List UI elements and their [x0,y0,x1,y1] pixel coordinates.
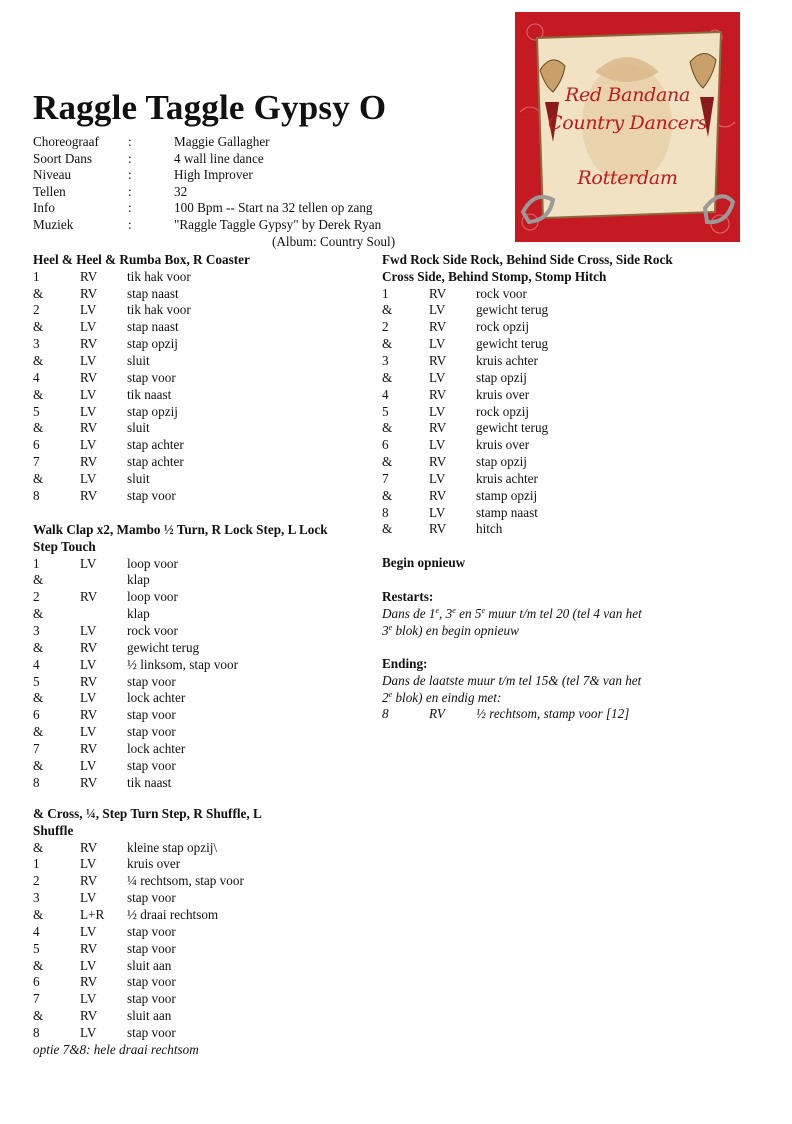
step-row [33,890,303,907]
info-separator: : [128,167,132,183]
step-count: & [33,690,44,706]
step-count: & [33,724,44,740]
step-foot: LV [80,991,97,1007]
step-description: tik naast [127,774,172,790]
step-description: sluit aan [127,1008,172,1024]
step-row [33,336,363,353]
step-row [382,387,682,404]
step-count: 8 [382,706,389,722]
info-label: Info [33,200,55,216]
step-row [33,856,303,873]
step-description: loop voor [127,555,178,571]
step-foot: LV [429,302,446,318]
club-logo [515,12,740,242]
step-count: & [33,353,44,369]
info-separator: : [128,134,132,149]
step-description: stap voor [127,757,176,773]
step-row [33,775,343,792]
step-foot: LV [429,437,446,453]
step-count: 8 [33,1024,40,1040]
step-row [33,840,303,857]
step-row [33,572,343,589]
step-row [382,471,682,488]
step-foot: L+R [80,906,105,922]
step-count: & [382,487,393,503]
step-foot: LV [429,403,446,419]
step-foot: RV [80,336,98,352]
restarts-line-2 [382,623,712,640]
text-part: Dans de 1 [382,605,436,621]
step-foot: RV [80,839,98,855]
step-row [382,302,682,319]
step-row [33,1008,303,1025]
step-row [33,370,363,387]
step-row [33,1025,303,1042]
step-row [33,454,363,471]
step-count: 8 [382,504,389,520]
step-foot: RV [80,974,98,990]
step-foot: LV [80,470,97,486]
step-foot: LV [80,724,97,740]
step-count: 4 [33,369,40,385]
step-description: stap voor [127,923,176,939]
step-description: klap [127,572,150,588]
info-value: 32 [174,183,188,199]
step-description: loop voor [127,589,178,605]
step-row [382,420,682,437]
section-heading: Heel & Heel & Rumba Box, R Coaster [33,252,250,267]
step-row [382,370,682,387]
step-foot: LV [80,622,97,638]
step-row [382,319,682,336]
step-description: sluit [127,353,150,369]
step-description: stap naast [127,319,179,335]
step-foot: RV [429,319,447,335]
step-foot: RV [80,454,98,470]
step-description: ½ rechtsom, stamp voor [12] [476,706,630,722]
step-count: 4 [33,656,40,672]
step-foot: RV [429,521,447,537]
step-count: & [33,957,44,973]
text-part: 3 [382,622,389,638]
info-label: Tellen [33,183,66,199]
step-row [33,758,343,775]
step-foot: RV [80,940,98,956]
step-foot: RV [80,873,98,889]
step-count: 6 [382,437,389,453]
step-foot: RV [80,487,98,503]
step-row [33,387,363,404]
step-row [382,336,682,353]
ordinal-suffix: e [388,689,393,699]
info-label: Muziek [33,216,74,232]
step-row [33,353,363,370]
step-description: stap opzij [127,336,178,352]
step-foot: RV [80,740,98,756]
ending-block [382,656,712,723]
step-count: 4 [382,386,389,402]
step-description: sluit aan [127,957,172,973]
section-4 [382,252,682,538]
step-count: 3 [33,336,40,352]
logo-line-2: Country Dancers [548,112,707,134]
step-foot: RV [80,774,98,790]
step-row [33,974,303,991]
step-foot: RV [429,487,447,503]
step-count: 8 [33,487,40,503]
step-row [33,420,363,437]
step-row [33,623,343,640]
info-value: Maggie Gallagher [174,134,270,149]
step-description: kruis over [127,856,181,872]
step-row [33,941,303,958]
info-separator: : [128,183,132,199]
step-count: & [33,420,44,436]
step-description: stamp opzij [476,487,538,503]
step-foot: RV [429,285,447,301]
step-description: sluit [127,420,150,436]
step-description: sluit [127,470,150,486]
step-description: lock achter [127,740,186,756]
step-row [33,302,363,319]
step-description: gewicht terug [127,639,200,655]
step-count: 6 [33,707,40,723]
info-row [33,184,433,201]
step-count: & [33,757,44,773]
info-value: High Improver [174,167,253,183]
info-separator: : [128,200,132,216]
step-description: rock voor [476,285,527,301]
step-count: 6 [33,974,40,990]
step-foot: LV [429,336,446,352]
step-foot: LV [80,437,97,453]
step-count: 7 [33,740,40,756]
step-row [382,521,682,538]
step-row [33,741,343,758]
album-note: (Album: Country Soul) [272,234,396,249]
step-row [33,707,343,724]
ordinal-suffix: e [388,622,393,632]
step-row [33,674,343,691]
step-foot: LV [80,386,97,402]
step-description: stap voor [127,1024,176,1040]
step-list [382,286,682,539]
step-foot: LV [80,1024,97,1040]
step-description: rock opzij [476,319,530,335]
step-count: 4 [33,923,40,939]
step-description: kruis achter [476,352,538,368]
step-foot: RV [80,285,98,301]
step-row [33,437,363,454]
step-list [33,840,303,1042]
info-value: 100 Bpm -- Start na 32 tellen op zang [174,200,373,216]
info-separator: : [128,216,132,232]
step-description: rock opzij [476,403,530,419]
step-description: kruis over [476,437,530,453]
step-count: & [382,454,393,470]
info-label: Choreograaf [33,134,99,149]
step-description: stamp naast [476,504,538,520]
step-description: stap voor [127,724,176,740]
step-description: hitch [476,521,503,537]
step-row [33,958,303,975]
info-row [33,134,433,151]
step-count: & [33,1008,44,1024]
step-description: ½ linksom, stap voor [127,656,238,672]
info-table [33,134,433,234]
step-foot: RV [429,454,447,470]
section-2 [33,522,343,791]
step-count: 6 [33,437,40,453]
step-description: stap voor [127,707,176,723]
step-description: stap voor [127,369,176,385]
ending-step [382,706,712,723]
info-label: Niveau [33,167,72,183]
step-foot: LV [429,470,446,486]
step-foot: RV [80,707,98,723]
step-row [33,269,363,286]
step-count: & [382,302,393,318]
step-foot: RV [429,386,447,402]
step-count: 1 [33,856,40,872]
step-count: 3 [33,890,40,906]
step-count: & [33,572,44,588]
step-list [33,556,343,792]
page-title: Raggle Taggle Gypsy O [33,88,387,127]
step-count: 7 [33,454,40,470]
step-description: kleine stap opzij\ [127,839,218,855]
step-count: 2 [382,319,389,335]
step-count: & [33,906,44,922]
ending-heading: Ending: [382,656,428,671]
step-count: & [382,369,393,385]
step-foot: RV [429,420,447,436]
step-foot: LV [80,890,97,906]
info-row [33,167,433,184]
step-foot: RV [80,673,98,689]
step-count: & [33,839,44,855]
step-foot: RV [429,706,445,722]
step-description: klap [127,606,150,622]
step-foot: LV [80,319,97,335]
step-description: rock voor [127,622,178,638]
step-count: 5 [33,403,40,419]
step-row [33,724,343,741]
step-description: stap opzij [476,454,527,470]
info-label: Soort Dans [33,150,92,166]
step-count: & [382,521,393,537]
step-row [382,404,682,421]
step-count: 2 [33,873,40,889]
step-count: 5 [382,403,389,419]
step-description: ½ draai rechtsom [127,906,219,922]
step-row [33,606,343,623]
step-foot: RV [80,268,98,284]
restarts-heading: Restarts: [382,589,434,604]
step-row [33,873,303,890]
step-count: & [33,285,44,301]
step-description: stap achter [127,437,184,453]
logo-line-3: Rotterdam [577,167,678,189]
step-row [382,454,682,471]
step-list [33,269,363,505]
step-row [33,690,343,707]
step-description: stap opzij [476,369,527,385]
step-foot: LV [80,353,97,369]
step-description: tik naast [127,386,172,402]
step-count: 8 [33,774,40,790]
step-foot: RV [80,589,98,605]
step-description: stap voor [127,487,176,503]
step-row [33,556,343,573]
ordinal-suffix: e [435,605,440,615]
step-row [382,505,682,522]
step-foot: LV [80,555,97,571]
step-count: 2 [33,302,40,318]
text-part: blok) en begin opnieuw [392,622,519,638]
step-row [33,907,303,924]
step-foot: LV [80,690,97,706]
step-count: & [33,386,44,402]
step-foot: RV [80,639,98,655]
step-description: stap voor [127,940,176,956]
step-count: & [33,470,44,486]
step-description: kruis achter [476,470,538,486]
begin-opnieuw: Begin opnieuw [382,555,466,570]
step-count: 7 [382,470,389,486]
step-row [382,353,682,370]
info-row [33,217,433,234]
restarts-line-1 [382,606,712,623]
ordinal-suffix: e [481,605,485,615]
step-foot: LV [80,923,97,939]
step-foot: LV [429,504,446,520]
section-3 [33,806,303,1059]
step-description: lock achter [127,690,186,706]
info-row [33,200,433,217]
section-heading: Walk Clap x2, Mambo ½ Turn, R Lock Step, L Lock Step Touch [33,522,328,554]
step-row [33,319,363,336]
step-row [33,286,363,303]
step-row [33,471,363,488]
logo-line-1: Red Bandana [564,84,691,106]
step-description: ¼ rechtsom, stap voor [127,873,244,889]
step-description: stap naast [127,285,179,301]
info-row [33,151,433,168]
section-1 [33,252,363,505]
section-note: optie 7&8: hele draai rechtsom [33,1041,199,1057]
step-description: gewicht terug [476,336,549,352]
step-description: tik hak voor [127,302,191,318]
step-count: & [382,336,393,352]
step-row [382,286,682,303]
step-count: & [382,420,393,436]
step-count: 1 [33,268,40,284]
step-description: stap voor [127,974,176,990]
text-part: , 3 [439,605,453,621]
step-count: & [33,606,44,622]
ordinal-suffix: e [452,605,456,615]
step-description: gewicht terug [476,420,549,436]
section-heading: & Cross, ¼, Step Turn Step, R Shuffle, L Shuffle [33,806,262,838]
text-part: en 5 [455,605,482,621]
step-foot: LV [80,656,97,672]
step-row [33,404,363,421]
step-foot: LV [80,757,97,773]
text-part: muur t/m tel 20 (tel 4 van het [485,605,642,621]
step-foot: LV [80,856,97,872]
step-count: 5 [33,940,40,956]
step-description: stap voor [127,673,176,689]
step-description: gewicht terug [476,302,549,318]
info-value: 4 wall line dance [174,150,264,166]
step-row [33,991,303,1008]
ending-line-1: Dans de laatste muur t/m tel 15& (tel 7& van het [382,672,642,688]
step-count: & [33,319,44,335]
step-row [33,589,343,606]
step-foot: RV [80,369,98,385]
step-count: 5 [33,673,40,689]
step-row [33,924,303,941]
step-description: kruis over [476,386,530,402]
step-foot: LV [80,403,97,419]
step-row [382,437,682,454]
step-foot: RV [80,1008,98,1024]
info-value: "Raggle Taggle Gypsy" by Derek Ryan [174,216,382,232]
text-part: blok) en eindig met: [392,689,502,705]
step-count: 7 [33,991,40,1007]
step-foot: LV [80,957,97,973]
step-description: stap opzij [127,403,178,419]
section-heading: Fwd Rock Side Rock, Behind Side Cross, Side Rock Cross Side, Behind Stomp, Stomp Hitch [382,252,673,284]
step-row [382,488,682,505]
step-foot: LV [429,369,446,385]
restarts-block [382,589,712,639]
step-foot: RV [429,352,447,368]
step-count: 2 [33,589,40,605]
step-description: tik hak voor [127,268,191,284]
step-description: stap voor [127,890,176,906]
step-count: & [33,639,44,655]
step-count: 1 [382,285,389,301]
step-foot: LV [80,302,97,318]
step-row [33,488,363,505]
info-separator: : [128,150,132,166]
step-row [33,657,343,674]
step-row [33,640,343,657]
text-part: 2 [382,689,389,705]
step-count: 3 [33,622,40,638]
step-foot: RV [80,420,98,436]
step-description: stap voor [127,991,176,1007]
step-count: 1 [33,555,40,571]
ending-line-2 [382,690,712,707]
step-description: stap achter [127,454,184,470]
step-count: 3 [382,352,389,368]
